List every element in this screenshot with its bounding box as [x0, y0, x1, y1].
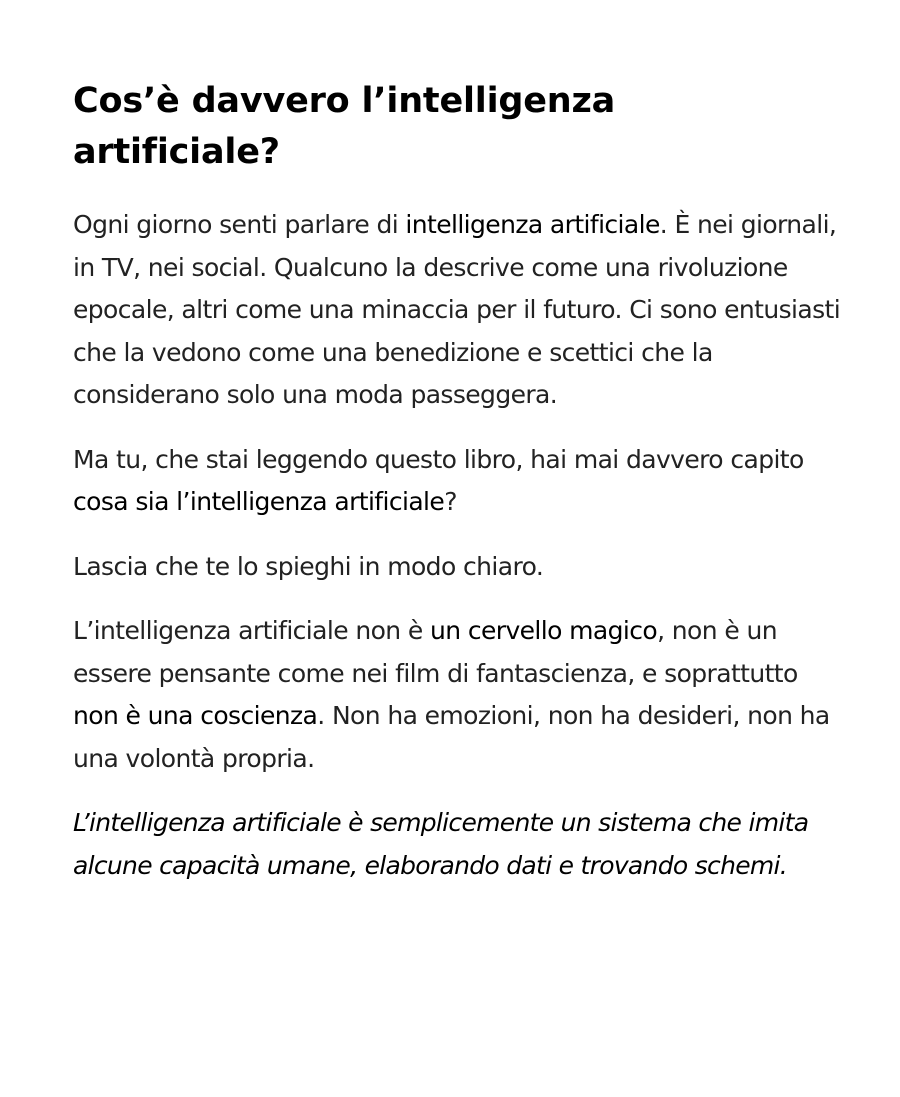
- paragraph-intro-text-2: . È nei giornali, in TV, nei social. Qualcuno la descrive come una rivoluzione epocale, altri come una minaccia per il futuro. Ci sono entusiasti che la vedono come una benedizione e scettici che la considerano solo una moda passeggera.: [73, 210, 841, 409]
- emphasis-cervello-magico: un cervello magico: [430, 616, 658, 645]
- paragraph-summary-italic: [73, 802, 843, 887]
- document-page: [73, 76, 843, 909]
- paragraph-summary-text: L’intelligenza artificiale è semplicemente un sistema che imita alcune capacità umane, elaborando dati e trovando schemi.: [73, 808, 809, 880]
- paragraph-intro: [73, 204, 843, 417]
- paragraph-question-text-1: Ma tu, che stai leggendo questo libro, hai mai davvero capito: [73, 444, 804, 474]
- paragraph-definition-text-3: . Non ha emozioni, non ha desideri, non ha una volontà propria.: [73, 701, 830, 773]
- emphasis-non-coscienza: non è una coscienza: [73, 701, 318, 730]
- paragraph-question-text-2: ?: [444, 487, 457, 516]
- paragraph-definition-text-2: , non è un essere pensante come nei film di fantascienza, e soprattutto: [73, 616, 798, 688]
- chapter-title-line-2: artificiale?: [73, 132, 280, 172]
- paragraph-definition: [73, 610, 843, 780]
- emphasis-intelligenza-artificiale: intelligenza artificiale: [405, 210, 660, 239]
- paragraph-question: [73, 439, 843, 524]
- paragraph-explain: [73, 546, 843, 589]
- paragraph-intro-text-1: Ogni giorno senti parlare di: [73, 210, 406, 239]
- paragraph-definition-text-1: L’intelligenza artificiale non è: [73, 616, 431, 645]
- chapter-title: [73, 76, 843, 178]
- paragraph-explain-text: Lascia che te lo spieghi in modo chiaro.: [73, 551, 544, 581]
- chapter-title-line-1: Cos’è davvero l’intelligenza: [73, 81, 616, 121]
- emphasis-cosa-sia: cosa sia l’intelligenza artificiale: [73, 487, 445, 516]
